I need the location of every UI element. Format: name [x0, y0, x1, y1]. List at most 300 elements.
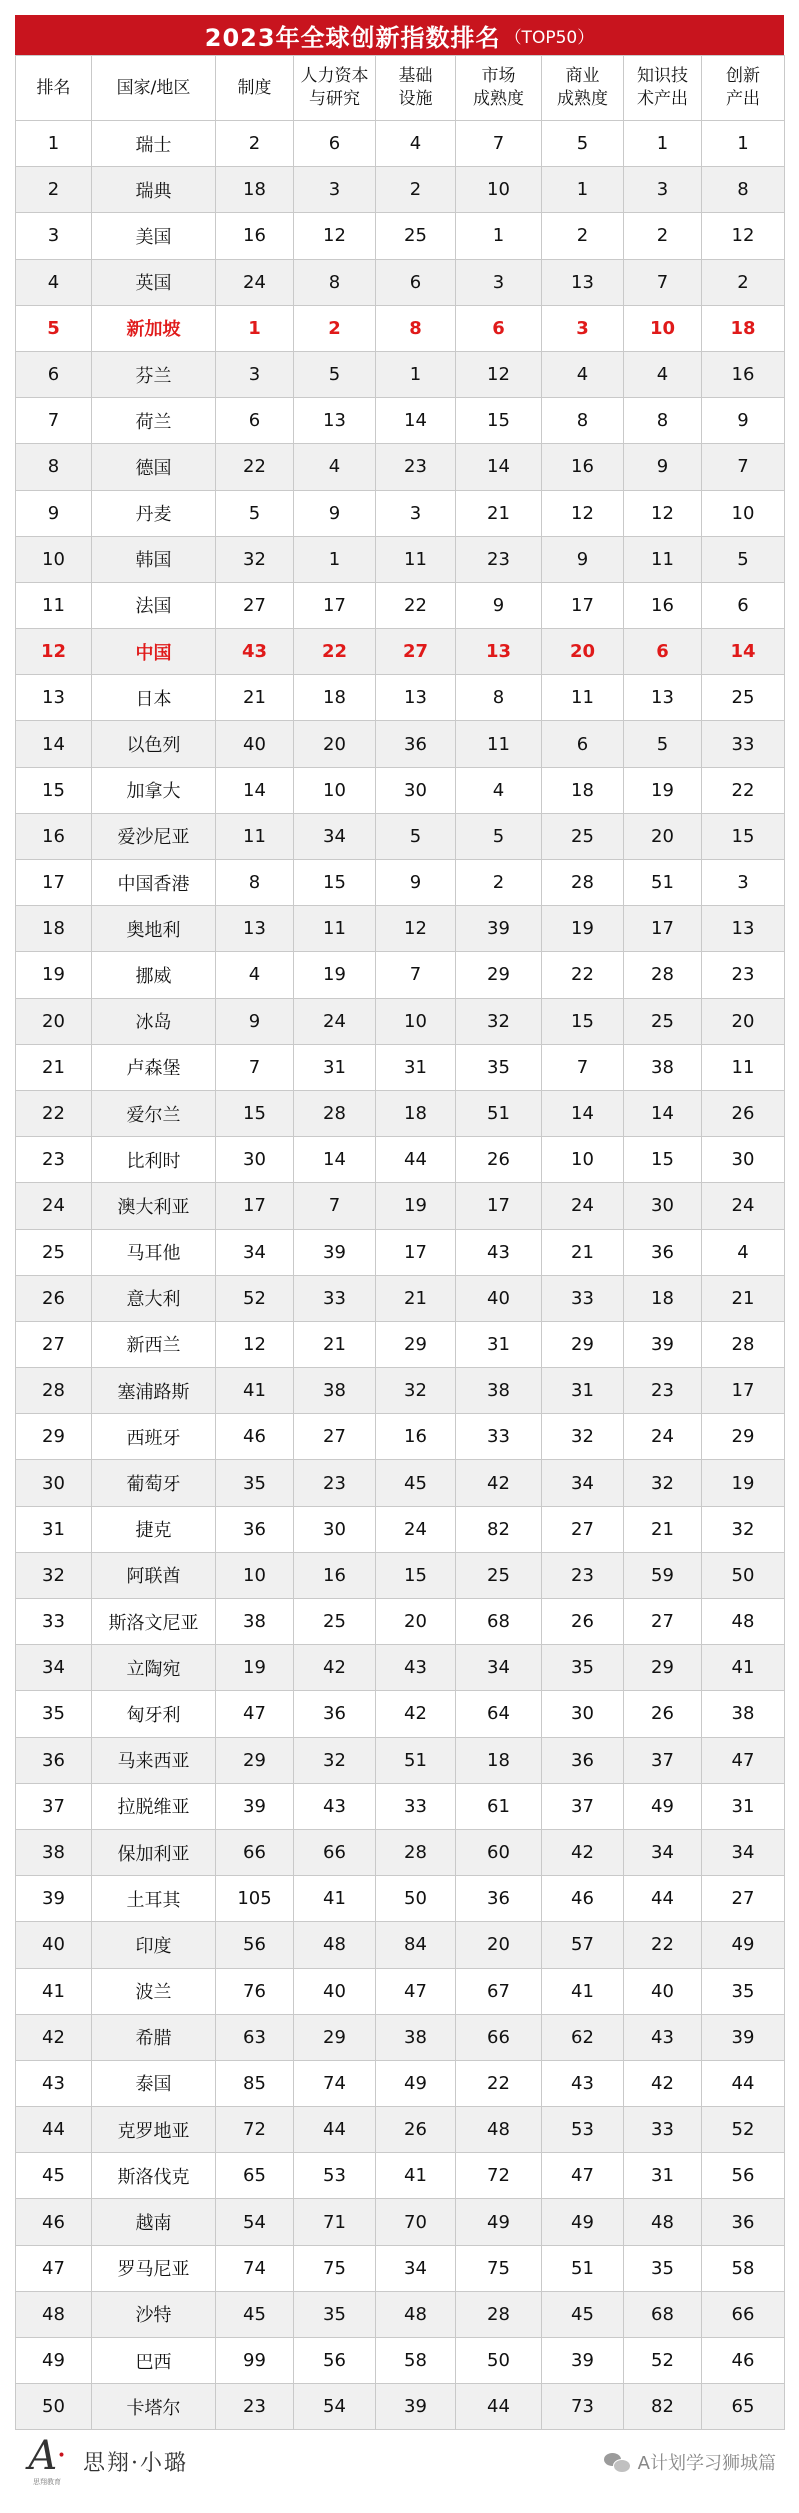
business-cell: 13	[542, 259, 624, 305]
business-cell: 33	[542, 1275, 624, 1321]
knowledge-cell: 30	[624, 1183, 702, 1229]
knowledge-cell: 1	[624, 121, 702, 167]
table-row	[16, 1922, 785, 1968]
knowledge-cell: 5	[624, 721, 702, 767]
country-cell: 卡塔尔	[92, 2384, 216, 2430]
market-cell: 36	[456, 1876, 542, 1922]
table-row	[16, 721, 785, 767]
business-cell: 53	[542, 2107, 624, 2153]
table-row	[16, 582, 785, 628]
business-cell: 41	[542, 1968, 624, 2014]
rank-cell: 20	[16, 998, 92, 1044]
infrastructure-cell: 51	[376, 1737, 456, 1783]
header-label: 与研究	[309, 89, 360, 109]
table-row	[16, 1229, 785, 1275]
creative-cell: 3	[702, 860, 785, 906]
human-capital-cell: 15	[294, 860, 376, 906]
table-row	[16, 1876, 785, 1922]
infrastructure-cell: 16	[376, 1414, 456, 1460]
institutions-cell: 1	[216, 305, 294, 351]
creative-cell: 49	[702, 1922, 785, 1968]
business-cell: 2	[542, 213, 624, 259]
institutions-cell: 11	[216, 813, 294, 859]
country-cell: 匈牙利	[92, 1691, 216, 1737]
country-cell: 德国	[92, 444, 216, 490]
knowledge-cell: 44	[624, 1876, 702, 1922]
human-capital-cell: 56	[294, 2338, 376, 2384]
market-cell: 15	[456, 398, 542, 444]
creative-cell: 13	[702, 906, 785, 952]
human-capital-cell: 2	[294, 305, 376, 351]
institutions-cell: 46	[216, 1414, 294, 1460]
market-cell: 34	[456, 1645, 542, 1691]
country-cell: 拉脱维亚	[92, 1783, 216, 1829]
creative-cell: 35	[702, 1968, 785, 2014]
infrastructure-cell: 36	[376, 721, 456, 767]
institutions-cell: 22	[216, 444, 294, 490]
rank-cell: 42	[16, 2014, 92, 2060]
table-row	[16, 1368, 785, 1414]
knowledge-cell: 42	[624, 2060, 702, 2106]
infrastructure-cell: 12	[376, 906, 456, 952]
table-header	[16, 56, 785, 121]
human-capital-cell: 33	[294, 1275, 376, 1321]
institutions-cell: 74	[216, 2245, 294, 2291]
table-row	[16, 2060, 785, 2106]
institutions-cell: 45	[216, 2291, 294, 2337]
business-cell: 36	[542, 1737, 624, 1783]
market-cell: 12	[456, 351, 542, 397]
country-cell: 瑞典	[92, 167, 216, 213]
human-capital-cell: 66	[294, 1829, 376, 1875]
creative-cell: 15	[702, 813, 785, 859]
market-cell: 5	[456, 813, 542, 859]
infrastructure-cell: 1	[376, 351, 456, 397]
business-cell: 8	[542, 398, 624, 444]
ranking-table-frame	[15, 15, 784, 2498]
logo-letter: A	[28, 2433, 58, 2479]
rank-cell: 26	[16, 1275, 92, 1321]
header-label: 国家/地区	[116, 77, 191, 98]
creative-cell: 41	[702, 1645, 785, 1691]
rank-cell: 49	[16, 2338, 92, 2384]
human-capital-cell: 43	[294, 1783, 376, 1829]
creative-cell: 47	[702, 1737, 785, 1783]
creative-cell: 7	[702, 444, 785, 490]
table-row	[16, 1321, 785, 1367]
business-cell: 49	[542, 2199, 624, 2245]
header-label: 成熟度	[557, 89, 608, 109]
institutions-cell: 6	[216, 398, 294, 444]
country-cell: 保加利亚	[92, 1829, 216, 1875]
table-row	[16, 1506, 785, 1552]
business-cell: 19	[542, 906, 624, 952]
country-cell: 英国	[92, 259, 216, 305]
knowledge-cell: 2	[624, 213, 702, 259]
creative-cell: 27	[702, 1876, 785, 1922]
institutions-cell: 4	[216, 952, 294, 998]
institutions-cell: 34	[216, 1229, 294, 1275]
country-cell: 日本	[92, 675, 216, 721]
rank-cell: 45	[16, 2153, 92, 2199]
country-cell: 美国	[92, 213, 216, 259]
creative-cell: 66	[702, 2291, 785, 2337]
infrastructure-cell: 58	[376, 2338, 456, 2384]
table-row	[16, 167, 785, 213]
human-capital-cell: 14	[294, 1137, 376, 1183]
creative-cell: 20	[702, 998, 785, 1044]
table-row	[16, 1552, 785, 1598]
infrastructure-cell: 42	[376, 1691, 456, 1737]
market-cell: 61	[456, 1783, 542, 1829]
institutions-cell: 41	[216, 1368, 294, 1414]
business-cell: 11	[542, 675, 624, 721]
creative-cell: 24	[702, 1183, 785, 1229]
business-cell: 9	[542, 536, 624, 582]
table-row	[16, 1275, 785, 1321]
human-capital-cell: 35	[294, 2291, 376, 2337]
institutions-cell: 21	[216, 675, 294, 721]
infrastructure-cell: 45	[376, 1460, 456, 1506]
knowledge-cell: 49	[624, 1783, 702, 1829]
knowledge-cell: 13	[624, 675, 702, 721]
knowledge-cell: 3	[624, 167, 702, 213]
business-cell: 17	[542, 582, 624, 628]
knowledge-cell: 18	[624, 1275, 702, 1321]
country-cell: 斯洛伐克	[92, 2153, 216, 2199]
knowledge-cell: 9	[624, 444, 702, 490]
institutions-cell: 17	[216, 1183, 294, 1229]
infrastructure-cell: 47	[376, 1968, 456, 2014]
creative-cell: 34	[702, 1829, 785, 1875]
rank-cell: 39	[16, 1876, 92, 1922]
creative-cell: 38	[702, 1691, 785, 1737]
business-cell: 42	[542, 1829, 624, 1875]
market-cell: 50	[456, 2338, 542, 2384]
rank-cell: 13	[16, 675, 92, 721]
market-cell: 20	[456, 1922, 542, 1968]
table-row	[16, 1599, 785, 1645]
infrastructure-cell: 19	[376, 1183, 456, 1229]
country-cell: 中国	[92, 629, 216, 675]
table-row	[16, 536, 785, 582]
account-name: A计划学习狮城篇	[637, 2452, 776, 2474]
human-capital-cell: 18	[294, 675, 376, 721]
knowledge-cell: 33	[624, 2107, 702, 2153]
institutions-cell: 3	[216, 351, 294, 397]
rank-cell: 11	[16, 582, 92, 628]
country-cell: 塞浦路斯	[92, 1368, 216, 1414]
knowledge-cell: 4	[624, 351, 702, 397]
creative-cell: 65	[702, 2384, 785, 2430]
creative-cell: 22	[702, 767, 785, 813]
infrastructure-cell: 7	[376, 952, 456, 998]
market-cell: 2	[456, 860, 542, 906]
rank-cell: 24	[16, 1183, 92, 1229]
creative-cell: 25	[702, 675, 785, 721]
knowledge-cell: 38	[624, 1044, 702, 1090]
knowledge-cell: 32	[624, 1460, 702, 1506]
table-row	[16, 2014, 785, 2060]
infrastructure-cell: 22	[376, 582, 456, 628]
header-label: 市场	[481, 66, 516, 86]
rank-cell: 33	[16, 1599, 92, 1645]
knowledge-cell: 59	[624, 1552, 702, 1598]
human-capital-cell: 6	[294, 121, 376, 167]
country-cell: 印度	[92, 1922, 216, 1968]
knowledge-cell: 48	[624, 2199, 702, 2245]
knowledge-cell: 8	[624, 398, 702, 444]
knowledge-cell: 37	[624, 1737, 702, 1783]
institutions-cell: 24	[216, 259, 294, 305]
infrastructure-cell: 24	[376, 1506, 456, 1552]
market-cell: 9	[456, 582, 542, 628]
country-cell: 比利时	[92, 1137, 216, 1183]
creative-cell: 12	[702, 213, 785, 259]
country-cell: 澳大利亚	[92, 1183, 216, 1229]
institutions-cell: 5	[216, 490, 294, 536]
infrastructure-cell: 10	[376, 998, 456, 1044]
human-capital-cell: 29	[294, 2014, 376, 2060]
infrastructure-cell: 11	[376, 536, 456, 582]
business-cell: 47	[542, 2153, 624, 2199]
rank-cell: 7	[16, 398, 92, 444]
knowledge-cell: 36	[624, 1229, 702, 1275]
business-cell: 37	[542, 1783, 624, 1829]
business-cell: 15	[542, 998, 624, 1044]
footer	[15, 2425, 784, 2498]
country-cell: 瑞士	[92, 121, 216, 167]
knowledge-cell: 27	[624, 1599, 702, 1645]
table-row	[16, 490, 785, 536]
creative-cell: 48	[702, 1599, 785, 1645]
country-cell: 韩国	[92, 536, 216, 582]
creative-cell: 18	[702, 305, 785, 351]
country-cell: 法国	[92, 582, 216, 628]
brand-logo: A• 思翔教育	[28, 2433, 66, 2486]
rank-cell: 50	[16, 2384, 92, 2430]
rank-cell: 23	[16, 1137, 92, 1183]
institutions-cell: 105	[216, 1876, 294, 1922]
human-capital-cell: 19	[294, 952, 376, 998]
rank-cell: 48	[16, 2291, 92, 2337]
institutions-cell: 56	[216, 1922, 294, 1968]
business-cell: 27	[542, 1506, 624, 1552]
table-row	[16, 1183, 785, 1229]
country-cell: 爱尔兰	[92, 1090, 216, 1136]
creative-cell: 50	[702, 1552, 785, 1598]
rank-cell: 25	[16, 1229, 92, 1275]
business-cell: 18	[542, 767, 624, 813]
human-capital-cell: 40	[294, 1968, 376, 2014]
creative-cell: 46	[702, 2338, 785, 2384]
institutions-cell: 15	[216, 1090, 294, 1136]
creative-cell: 33	[702, 721, 785, 767]
human-capital-cell: 11	[294, 906, 376, 952]
header-institutions	[216, 56, 294, 121]
table-row	[16, 2338, 785, 2384]
table-row	[16, 906, 785, 952]
country-cell: 丹麦	[92, 490, 216, 536]
country-cell: 越南	[92, 2199, 216, 2245]
country-cell: 波兰	[92, 1968, 216, 2014]
country-cell: 奥地利	[92, 906, 216, 952]
table-row	[16, 1460, 785, 1506]
infrastructure-cell: 43	[376, 1645, 456, 1691]
knowledge-cell: 82	[624, 2384, 702, 2430]
market-cell: 10	[456, 167, 542, 213]
institutions-cell: 63	[216, 2014, 294, 2060]
header-label: 制度	[237, 77, 272, 98]
rank-cell: 8	[16, 444, 92, 490]
business-cell: 28	[542, 860, 624, 906]
table-row	[16, 952, 785, 998]
human-capital-cell: 4	[294, 444, 376, 490]
infrastructure-cell: 33	[376, 1783, 456, 1829]
business-cell: 10	[542, 1137, 624, 1183]
knowledge-cell: 17	[624, 906, 702, 952]
knowledge-cell: 43	[624, 2014, 702, 2060]
country-cell: 希腊	[92, 2014, 216, 2060]
infrastructure-cell: 17	[376, 1229, 456, 1275]
infrastructure-cell: 41	[376, 2153, 456, 2199]
business-cell: 34	[542, 1460, 624, 1506]
market-cell: 42	[456, 1460, 542, 1506]
human-capital-cell: 21	[294, 1321, 376, 1367]
rank-cell: 3	[16, 213, 92, 259]
institutions-cell: 8	[216, 860, 294, 906]
rank-cell: 38	[16, 1829, 92, 1875]
header-knowledge	[624, 56, 702, 121]
header-country	[92, 56, 216, 121]
account-credit[interactable]	[604, 2449, 776, 2475]
header-infrastructure	[376, 56, 456, 121]
institutions-cell: 10	[216, 1552, 294, 1598]
market-cell: 40	[456, 1275, 542, 1321]
business-cell: 20	[542, 629, 624, 675]
header-row	[16, 56, 785, 121]
creative-cell: 58	[702, 2245, 785, 2291]
business-cell: 22	[542, 952, 624, 998]
table-row	[16, 444, 785, 490]
creative-cell: 14	[702, 629, 785, 675]
table-row	[16, 2384, 785, 2430]
table-row	[16, 1645, 785, 1691]
market-cell: 49	[456, 2199, 542, 2245]
human-capital-cell: 42	[294, 1645, 376, 1691]
rank-cell: 18	[16, 906, 92, 952]
business-cell: 39	[542, 2338, 624, 2384]
country-cell: 挪威	[92, 952, 216, 998]
header-label: 产出	[726, 89, 760, 109]
infrastructure-cell: 28	[376, 1829, 456, 1875]
table-row	[16, 1829, 785, 1875]
header-creative	[702, 56, 785, 121]
rank-cell: 44	[16, 2107, 92, 2153]
market-cell: 14	[456, 444, 542, 490]
infrastructure-cell: 3	[376, 490, 456, 536]
institutions-cell: 23	[216, 2384, 294, 2430]
country-cell: 捷克	[92, 1506, 216, 1552]
rank-cell: 16	[16, 813, 92, 859]
business-cell: 45	[542, 2291, 624, 2337]
infrastructure-cell: 29	[376, 1321, 456, 1367]
knowledge-cell: 23	[624, 1368, 702, 1414]
rank-cell: 28	[16, 1368, 92, 1414]
institutions-cell: 7	[216, 1044, 294, 1090]
infrastructure-cell: 13	[376, 675, 456, 721]
human-capital-cell: 75	[294, 2245, 376, 2291]
rank-cell: 2	[16, 167, 92, 213]
knowledge-cell: 39	[624, 1321, 702, 1367]
creative-cell: 31	[702, 1783, 785, 1829]
infrastructure-cell: 48	[376, 2291, 456, 2337]
business-cell: 29	[542, 1321, 624, 1367]
human-capital-cell: 22	[294, 629, 376, 675]
rank-cell: 1	[16, 121, 92, 167]
table-row	[16, 860, 785, 906]
human-capital-cell: 13	[294, 398, 376, 444]
knowledge-cell: 21	[624, 1506, 702, 1552]
institutions-cell: 85	[216, 2060, 294, 2106]
infrastructure-cell: 70	[376, 2199, 456, 2245]
creative-cell: 30	[702, 1137, 785, 1183]
business-cell: 24	[542, 1183, 624, 1229]
human-capital-cell: 54	[294, 2384, 376, 2430]
institutions-cell: 19	[216, 1645, 294, 1691]
business-cell: 26	[542, 1599, 624, 1645]
table-row	[16, 2245, 785, 2291]
market-cell: 82	[456, 1506, 542, 1552]
infrastructure-cell: 6	[376, 259, 456, 305]
creative-cell: 6	[702, 582, 785, 628]
human-capital-cell: 34	[294, 813, 376, 859]
rank-cell: 31	[16, 1506, 92, 1552]
market-cell: 25	[456, 1552, 542, 1598]
creative-cell: 8	[702, 167, 785, 213]
creative-cell: 21	[702, 1275, 785, 1321]
header-label: 人力资本	[300, 66, 369, 86]
knowledge-cell: 29	[624, 1645, 702, 1691]
infrastructure-cell: 2	[376, 167, 456, 213]
rank-cell: 35	[16, 1691, 92, 1737]
infrastructure-cell: 8	[376, 305, 456, 351]
human-capital-cell: 48	[294, 1922, 376, 1968]
knowledge-cell: 68	[624, 2291, 702, 2337]
market-cell: 11	[456, 721, 542, 767]
infrastructure-cell: 39	[376, 2384, 456, 2430]
rank-cell: 34	[16, 1645, 92, 1691]
human-capital-cell: 12	[294, 213, 376, 259]
institutions-cell: 13	[216, 906, 294, 952]
human-capital-cell: 20	[294, 721, 376, 767]
market-cell: 35	[456, 1044, 542, 1090]
knowledge-cell: 16	[624, 582, 702, 628]
country-cell: 加拿大	[92, 767, 216, 813]
table-row	[16, 351, 785, 397]
business-cell: 62	[542, 2014, 624, 2060]
business-cell: 23	[542, 1552, 624, 1598]
creative-cell: 56	[702, 2153, 785, 2199]
country-cell: 芬兰	[92, 351, 216, 397]
knowledge-cell: 20	[624, 813, 702, 859]
rank-cell: 43	[16, 2060, 92, 2106]
infrastructure-cell: 34	[376, 2245, 456, 2291]
institutions-cell: 35	[216, 1460, 294, 1506]
creative-cell: 23	[702, 952, 785, 998]
infrastructure-cell: 21	[376, 1275, 456, 1321]
country-cell: 克罗地亚	[92, 2107, 216, 2153]
